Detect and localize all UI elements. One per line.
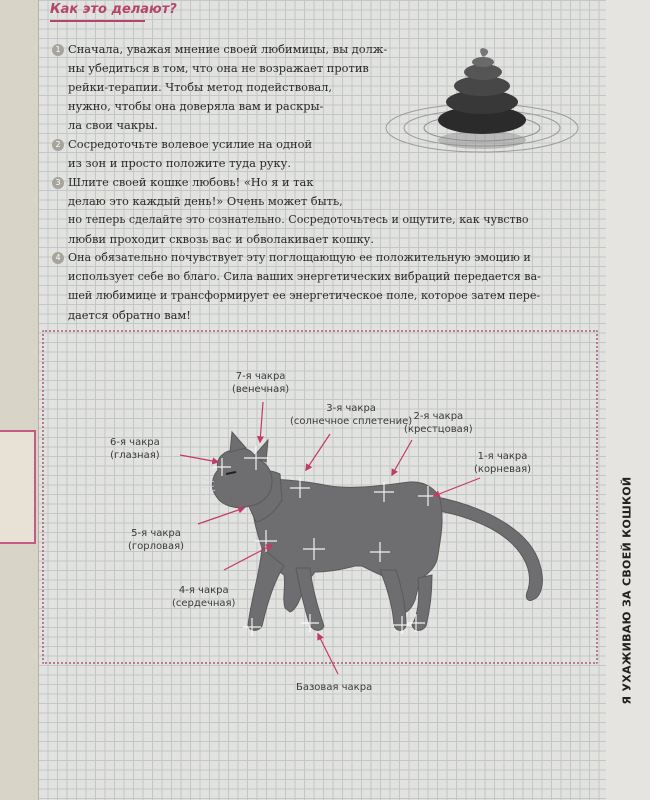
step-1-line-5: ла свои чакры. bbox=[68, 118, 158, 132]
chakra-5-label: 5-я чакра (горловая) bbox=[128, 528, 185, 552]
step-4-line-1: 4 Она обязательно почувствует эту поглощающую ее положительную эмоцию и bbox=[52, 248, 531, 268]
chakra-1-label: 1-я чакра (корневая) bbox=[474, 451, 532, 475]
chakra-6-label: 6-я чакра (глазная) bbox=[110, 437, 160, 461]
step-number-3: 3 bbox=[52, 177, 64, 189]
step-number-4: 4 bbox=[52, 252, 64, 264]
cat-chakra-diagram bbox=[0, 320, 650, 720]
step-2-line-2: из зон и просто положите туда руку. bbox=[68, 156, 291, 170]
chakra-2-label: 2-я чакра (крестцовая) bbox=[404, 411, 473, 435]
chakra-7-label: 7-я чакра (венечная) bbox=[232, 371, 290, 395]
step-4-line-4: дается обратно вам! bbox=[68, 308, 191, 322]
step-2-line-1: 2 Сосредоточьте волевое усилие на одной bbox=[52, 134, 312, 154]
chakra-3-label: 3-я чакра (солнечное сплетение) bbox=[290, 403, 413, 427]
section-title-underline bbox=[50, 20, 145, 22]
step-3-line-4: любви проходит сквозь вас и обволакивает кошку. bbox=[68, 232, 375, 246]
step-number-1: 1 bbox=[52, 44, 64, 56]
step-3-line-1: 3 Шлите своей кошке любовь! «Но я и так bbox=[52, 172, 313, 192]
step-3-line-2: делаю это каждый день!» Очень может быть, bbox=[68, 194, 343, 208]
step-1-line-4: нужно, чтобы она доверяла вам и раскры- bbox=[68, 99, 324, 113]
chapter-side-label: Я УХАЖИВАЮ ЗА СВОЕЙ КОШКОЙ bbox=[620, 476, 634, 704]
step-3-line-3: но теперь сделайте это сознательно. Сосредоточьтесь и ощутите, как чувство bbox=[68, 213, 529, 226]
step-number-2: 2 bbox=[52, 139, 64, 151]
chakra-4-label: 4-я чакра (сердечная) bbox=[172, 585, 236, 609]
step-1-line-2: ны убедиться в том, что она не возражает против bbox=[68, 61, 369, 75]
base-chakra-label: Базовая чакра bbox=[296, 682, 373, 693]
zen-stones-illustration bbox=[382, 48, 582, 160]
step-4-line-2: использует себе во благо. Сила ваших энергетических вибраций передается ва- bbox=[68, 270, 541, 283]
step-1-line-3: рейки-терапии. Чтобы метод подействовал, bbox=[68, 80, 333, 94]
step-4-line-3: шей любимице и трансформирует ее энергетическое поле, которое затем пере- bbox=[68, 289, 541, 302]
step-1-line-1: 1 Сначала, уважая мнение своей любимицы, вы долж- bbox=[52, 39, 387, 59]
section-title: Как это делают? bbox=[50, 2, 177, 17]
